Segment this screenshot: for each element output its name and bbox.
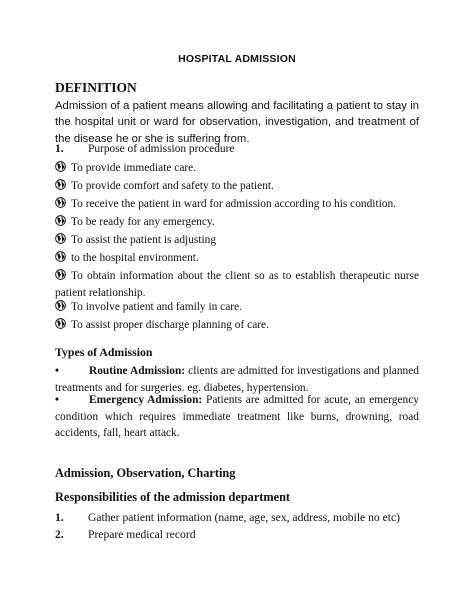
globe-icon [55, 251, 66, 262]
bullet: • [55, 394, 59, 406]
purpose-item: To assist the patient is adjusting [55, 233, 216, 246]
purpose-item: To provide comfort and safety to the patient. [55, 179, 274, 192]
purpose-item: To provide immediate care. [55, 161, 196, 174]
purpose-item: To involve patient and family in care. [55, 300, 242, 313]
purpose-heading: Purpose of admission procedure [88, 143, 235, 155]
globe-icon [55, 179, 66, 190]
globe-icon [55, 233, 66, 244]
section-heading: Admission, Observation, Charting [55, 466, 236, 480]
purpose-heading-line [55, 143, 234, 155]
purpose-number: 1. [55, 143, 64, 155]
globe-icon [55, 161, 66, 172]
purpose-item: To assist proper discharge planning of care. [55, 318, 269, 331]
bullet: • [55, 365, 59, 377]
types-heading: Types of Admission [55, 345, 153, 359]
type-term: Routine Admission: [89, 365, 186, 377]
type-term: Emergency Admission: [89, 394, 203, 406]
type-text: Patients are admitted for acute, an emergency condition which requires immediate treatment like burns, drowning, road accidents, fall, heart attack. [55, 394, 419, 439]
purpose-item: To obtain information about the client so as to establish therapeutic nurse patient relationship. [55, 270, 419, 299]
globe-icon [55, 269, 66, 280]
purpose-item: To receive the patient in ward for admission according to his condition. [55, 197, 396, 210]
purpose-item: to the hospital environment. [55, 251, 199, 264]
globe-icon [55, 215, 66, 226]
responsibilities-heading: Responsibilities of the admission department [55, 490, 291, 504]
globe-icon [55, 197, 66, 208]
document-title: HOSPITAL ADMISSION [178, 53, 296, 65]
globe-icon [55, 300, 66, 311]
purpose-item: To be ready for any emergency. [55, 215, 215, 228]
definition-heading: DEFINITION [55, 80, 137, 95]
responsibility-item: 2. Prepare medical record [55, 528, 196, 541]
responsibility-item: 1. Gather patient information (name, age, sex, address, mobile no etc) [55, 511, 400, 524]
type-text: clients are admitted for investigations and planned treatments and for surgeries. eg. diabetes, hypertension. [55, 365, 419, 394]
type-item-emergency [55, 392, 419, 442]
definition-paragraph: Admission of a patient means allowing and facilitating a patient to stay in the hospital unit or ward for observation, investigation, and treatment of the disease he or she is suffering from. [55, 100, 419, 145]
globe-icon [55, 318, 66, 329]
